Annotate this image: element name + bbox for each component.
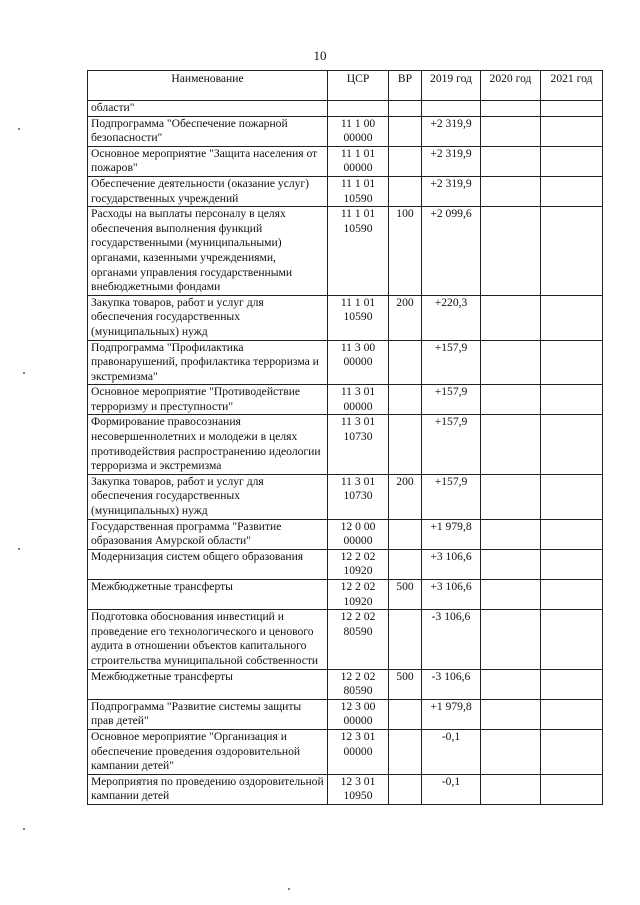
row-2020 [481, 207, 541, 296]
table-row [88, 580, 603, 610]
row-csr-code: 12 2 02 [340, 610, 376, 624]
row-name: Модернизация систем общего образования [88, 549, 328, 579]
row-2021 [541, 669, 603, 699]
row-name: Формирование правосознания несовершеннолетних и молодежи в целях противодействия распространению идеологии терроризма и экстремизма [88, 415, 328, 474]
row-2019 [422, 101, 481, 117]
row-2019: +1 979,8 [422, 699, 481, 729]
table-row [88, 519, 603, 549]
row-csr [328, 340, 389, 385]
row-csr [328, 116, 389, 146]
row-2019: -0,1 [422, 729, 481, 774]
row-name: Основное мероприятие "Защита населения от пожаров" [88, 146, 328, 176]
row-name: Основное мероприятие "Противодействие терроризму и преступности" [88, 385, 328, 415]
row-2019: +2 319,9 [422, 176, 481, 206]
table-row [88, 116, 603, 146]
scan-speck [18, 548, 20, 550]
row-csr-direction: 80590 [343, 624, 373, 638]
row-2020 [481, 176, 541, 206]
row-2019: +157,9 [422, 415, 481, 474]
row-2019: +157,9 [422, 474, 481, 519]
row-name: Мероприятия по проведению оздоровительной кампании детей [88, 774, 328, 804]
row-vr: 200 [389, 295, 422, 340]
row-2020 [481, 610, 541, 669]
row-2020 [481, 774, 541, 804]
row-vr [389, 176, 422, 206]
row-csr-direction: 00000 [343, 399, 373, 413]
row-csr-direction: 10920 [343, 594, 373, 608]
row-vr [389, 340, 422, 385]
row-csr-direction: 00000 [343, 744, 373, 758]
row-csr-code: 11 1 01 [340, 207, 376, 221]
row-csr-code: 12 0 00 [340, 519, 376, 533]
row-vr [389, 101, 422, 117]
row-2019: +3 106,6 [422, 580, 481, 610]
row-csr-direction: 10730 [343, 430, 373, 444]
row-2019: -3 106,6 [422, 669, 481, 699]
row-2020 [481, 415, 541, 474]
row-2020 [481, 101, 541, 117]
row-2021 [541, 774, 603, 804]
row-csr-direction: 10920 [343, 564, 373, 578]
row-csr-code: 12 2 02 [340, 669, 376, 683]
row-name: Подпрограмма "Обеспечение пожарной безопасности" [88, 116, 328, 146]
row-csr [328, 699, 389, 729]
row-name: Закупка товаров, работ и услуг для обеспечения государственных (муниципальных) нужд [88, 474, 328, 519]
row-2020 [481, 340, 541, 385]
row-2021 [541, 549, 603, 579]
row-csr-code: 11 3 01 [340, 415, 376, 429]
row-csr-direction: 00000 [343, 355, 373, 369]
row-csr-code: 11 1 00 [340, 116, 376, 130]
row-vr [389, 116, 422, 146]
row-vr [389, 610, 422, 669]
row-csr-direction: 10590 [343, 191, 373, 205]
row-csr-code: 11 3 01 [340, 385, 376, 399]
scan-speck [18, 128, 20, 130]
row-2019: +157,9 [422, 385, 481, 415]
row-2020 [481, 549, 541, 579]
row-csr [328, 146, 389, 176]
row-2021 [541, 699, 603, 729]
row-2021 [541, 207, 603, 296]
row-csr-code: 11 3 00 [340, 340, 376, 354]
table-row [88, 385, 603, 415]
row-2021 [541, 474, 603, 519]
row-2020 [481, 116, 541, 146]
row-vr [389, 729, 422, 774]
row-name: Государственная программа "Развитие образования Амурской области" [88, 519, 328, 549]
scan-speck [23, 828, 25, 830]
scan-speck [288, 888, 290, 890]
row-csr-direction: 00000 [343, 534, 373, 548]
row-2020 [481, 385, 541, 415]
row-2020 [481, 474, 541, 519]
row-csr [328, 549, 389, 579]
row-csr-code: 11 1 01 [340, 176, 376, 190]
table-row [88, 610, 603, 669]
row-2021 [541, 116, 603, 146]
row-2019: -3 106,6 [422, 610, 481, 669]
row-2019: +2 099,6 [422, 207, 481, 296]
row-csr [328, 385, 389, 415]
row-vr [389, 774, 422, 804]
table-header-row [88, 71, 603, 101]
row-csr-code: 12 2 02 [340, 549, 376, 563]
row-csr-direction: 10590 [343, 221, 373, 235]
row-vr: 100 [389, 207, 422, 296]
row-csr-direction: 10730 [343, 489, 373, 503]
table-row [88, 415, 603, 474]
row-name: области" [88, 101, 328, 117]
table-row [88, 146, 603, 176]
header-2021: 2021 год [541, 71, 603, 101]
row-csr [328, 729, 389, 774]
row-csr-code: 11 1 01 [340, 146, 376, 160]
row-2021 [541, 610, 603, 669]
row-2020 [481, 519, 541, 549]
row-vr [389, 519, 422, 549]
row-name: Основное мероприятие "Организация и обеспечение проведения оздоровительной кампании детей" [88, 729, 328, 774]
row-name: Подпрограмма "Развитие системы защиты прав детей" [88, 699, 328, 729]
row-2020 [481, 580, 541, 610]
table-row [88, 774, 603, 804]
row-csr-direction: 00000 [343, 131, 373, 145]
row-2020 [481, 669, 541, 699]
row-2019: -0,1 [422, 774, 481, 804]
row-vr [389, 699, 422, 729]
row-2021 [541, 340, 603, 385]
table-row [88, 207, 603, 296]
row-2020 [481, 729, 541, 774]
row-vr [389, 385, 422, 415]
row-2021 [541, 729, 603, 774]
row-csr-direction: 10590 [343, 310, 373, 324]
table-row [88, 699, 603, 729]
row-vr [389, 549, 422, 579]
table-row [88, 295, 603, 340]
row-csr [328, 669, 389, 699]
row-csr [328, 207, 389, 296]
header-name: Наименование [88, 71, 328, 101]
row-2021 [541, 295, 603, 340]
row-name: Подпрограмма "Профилактика правонарушений, профилактика терроризма и экстремизма" [88, 340, 328, 385]
table-row [88, 549, 603, 579]
row-csr [328, 295, 389, 340]
row-csr-code: 12 3 01 [340, 729, 376, 743]
row-2020 [481, 295, 541, 340]
row-csr-code: 12 3 01 [340, 774, 376, 788]
header-2019: 2019 год [422, 71, 481, 101]
table-row [88, 474, 603, 519]
row-2021 [541, 385, 603, 415]
row-2021 [541, 415, 603, 474]
row-2021 [541, 580, 603, 610]
row-2019: +1 979,8 [422, 519, 481, 549]
row-csr [328, 519, 389, 549]
table-row [88, 176, 603, 206]
row-2021 [541, 176, 603, 206]
row-csr [328, 474, 389, 519]
budget-table [87, 70, 603, 805]
table-row [88, 101, 603, 117]
table-row [88, 729, 603, 774]
row-name: Межбюджетные трансферты [88, 669, 328, 699]
header-vr: ВР [389, 71, 422, 101]
row-name: Обеспечение деятельности (оказание услуг) государственных учреждений [88, 176, 328, 206]
table-body [88, 101, 603, 805]
row-csr-code: 12 3 00 [340, 699, 376, 713]
scan-speck [23, 372, 25, 374]
row-2019: +2 319,9 [422, 116, 481, 146]
row-vr: 500 [389, 669, 422, 699]
row-name: Расходы на выплаты персоналу в целях обеспечения выполнения функций государственными (муниципальными) органами, казенными учреждениями, органами управления государственными внебюджетными фондами [88, 207, 328, 296]
header-csr: ЦСР [328, 71, 389, 101]
row-2021 [541, 146, 603, 176]
row-csr [328, 580, 389, 610]
row-2021 [541, 101, 603, 117]
table-row [88, 669, 603, 699]
row-csr-direction: 00000 [343, 714, 373, 728]
table-row [88, 340, 603, 385]
row-name: Подготовка обоснования инвестиций и проведение его технологического и ценового аудита в отношении объектов капитального строительства муниципальной собственности [88, 610, 328, 669]
row-csr-code: 11 3 01 [340, 474, 376, 488]
row-csr-direction: 00000 [343, 161, 373, 175]
row-2019: +3 106,6 [422, 549, 481, 579]
row-csr [328, 101, 389, 117]
row-csr-code: 12 2 02 [340, 580, 376, 593]
row-csr [328, 415, 389, 474]
row-vr [389, 146, 422, 176]
row-2019: +220,3 [422, 295, 481, 340]
row-vr [389, 415, 422, 474]
row-vr: 200 [389, 474, 422, 519]
row-2019: +2 319,9 [422, 146, 481, 176]
row-csr [328, 610, 389, 669]
row-csr [328, 176, 389, 206]
row-csr-code: 11 1 01 [340, 295, 376, 309]
row-2020 [481, 146, 541, 176]
row-2021 [541, 519, 603, 549]
row-csr [328, 774, 389, 804]
page-number: 10 [313, 48, 327, 63]
row-name: Межбюджетные трансферты [88, 580, 328, 610]
header-2020: 2020 год [481, 71, 541, 101]
row-2019: +157,9 [422, 340, 481, 385]
row-vr: 500 [389, 580, 422, 610]
row-csr-direction: 80590 [343, 684, 373, 698]
row-2020 [481, 699, 541, 729]
row-name: Закупка товаров, работ и услуг для обеспечения государственных (муниципальных) нужд [88, 295, 328, 340]
row-csr-direction: 10950 [343, 789, 373, 803]
